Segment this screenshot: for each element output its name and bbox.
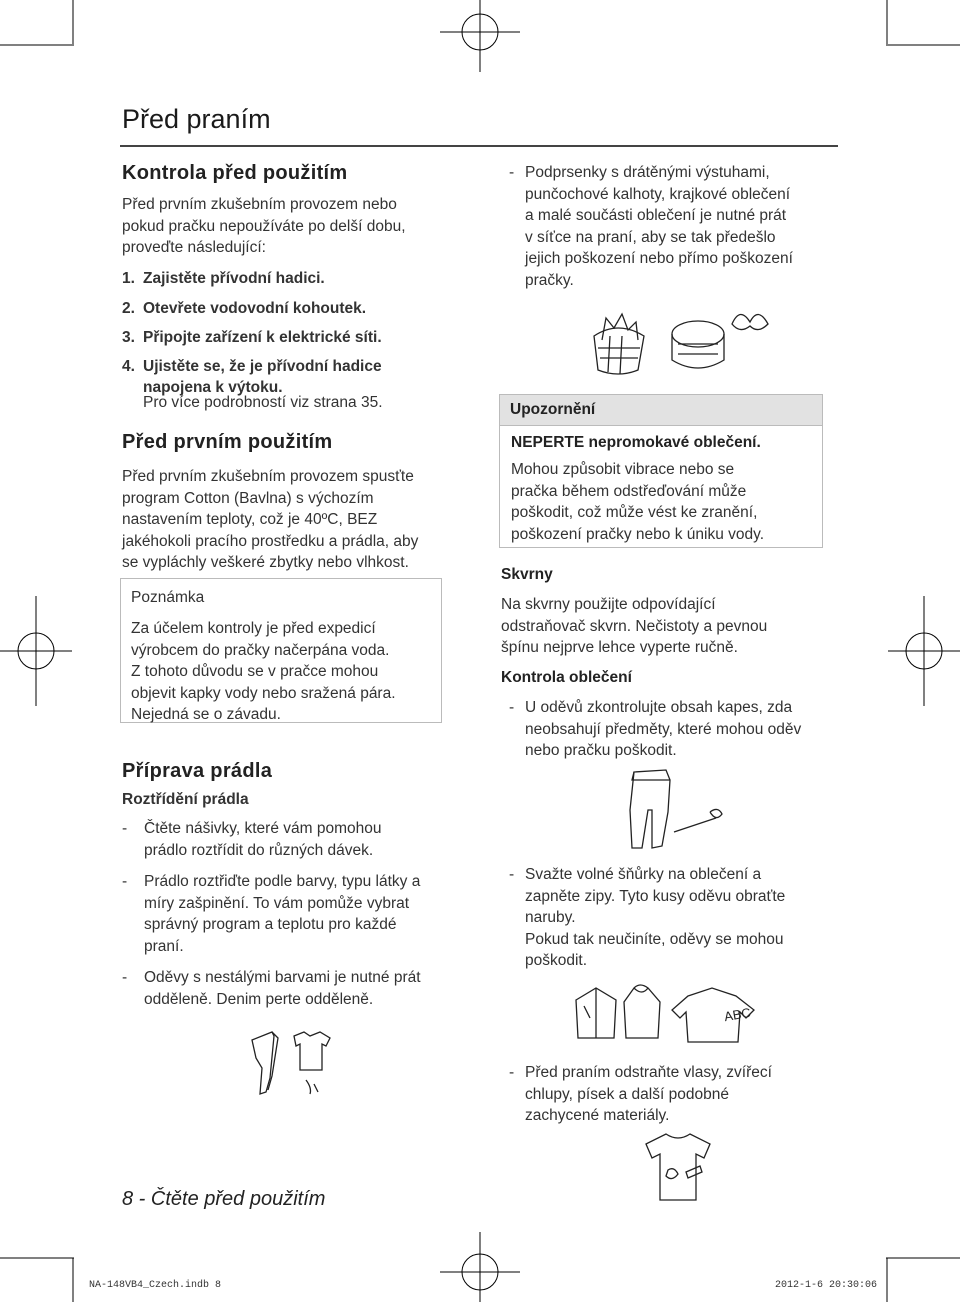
note-text: Za účelem kontroly je před expedicí výrobcem do pračky načerpána voda. Z tohoto důvodu se v pračce mohou objevit kapky vody nebo sražená pára. Nejedná se o závadu.: [131, 620, 396, 723]
caution-box: [499, 394, 823, 548]
list-item: - Čtěte nášivky, které vám pomohou prádlo roztřídit do různých dávek.: [122, 820, 382, 859]
stains-title: Skvrny: [501, 566, 553, 583]
stains-text: Na skvrny použijte odpovídající odstraňovač skvrn. Nečistoty a pevnou špínu nejprve lehce vyperte ručně.: [501, 596, 768, 656]
tshirt-lint-illustration: [636, 1130, 720, 1208]
section-heading-first-use: Před prvním použitím: [122, 431, 333, 453]
laundry-net-illustration: [588, 300, 778, 380]
page-number: 8 - Čtěte před použitím: [122, 1188, 326, 1210]
lint-item: - Před praním odstraňte vlasy, zvířecí chlupy, písek a další podobné zachycené materiály.: [509, 1064, 772, 1124]
more-info-text: Pro více podrobností viz strana 35.: [143, 394, 383, 411]
check-steps: [122, 268, 462, 399]
first-use-text: Před prvním zkušebním provozem spusťte program Cotton (Bavlna) s výchozím nastavením teploty, což je 40ºC, BEZ jakéhokoli pracího prostředku a prádla, aby se vypláchly veškeré zbytky nebo vlhkost.: [122, 468, 419, 571]
caution-warning: NEPERTE nepromokavé oblečení.: [511, 434, 761, 451]
step-item: 1. Zajistěte přívodní hadici.: [122, 270, 325, 287]
title-divider: [120, 145, 838, 147]
jeans-tshirt-illustration: [244, 1018, 344, 1098]
zips-item: - Svažte volné šňůrky na oblečení a zapněte zipy. Tyto kusy oděvu obraťte naruby. Pokud tak neučiníte, oděvy se mohou poškodit.: [509, 866, 786, 969]
trousers-screw-illustration: [612, 766, 732, 852]
sweater-print: ABC: [722, 1004, 752, 1025]
bras-item: - Podprsenky s drátěnými výstuhami, punčochové kalhoty, krajkové oblečení a malé součásti oblečení je nutné prát v síťce na praní, aby se tak předešlo jejich poškození nebo přímo poškození pračky.: [509, 164, 793, 289]
section-heading-check: Kontrola před použitím: [122, 162, 348, 184]
note-title: Poznámka: [131, 589, 205, 606]
caution-text: Mohou způsobit vibrace nebo se pračka během odstřeďování může poškodit, což může vést ke zranění, poškození pračky nebo k úniku vody.: [511, 461, 765, 543]
note-box: [120, 578, 442, 723]
sorting-subheading: Roztřídění prádla: [122, 791, 249, 808]
step-item: 2. Otevřete vodovodní kohoutek.: [122, 299, 367, 317]
footer-file: NA-148VB4_Czech.indb 8: [89, 1280, 222, 1291]
clothing-check-title: Kontrola oblečení: [501, 669, 632, 686]
caution-title: Upozornění: [500, 395, 822, 426]
section-heading-prep: Příprava prádla: [122, 760, 273, 782]
check-intro: Před prvním zkušebním provozem nebo pokud pračku nepoužíváte po delší dobu, proveďte následující:: [122, 196, 406, 256]
list-item: - Prádlo roztřiďte podle barvy, typu látky a míry zašpinění. To vám pomůže vybrat správný program a teplotu pro každé praní.: [122, 873, 421, 955]
footer-date: 2012-1-6 20:30:06: [775, 1280, 878, 1291]
step-item: 3. Připojte zařízení k elektrické síti.: [122, 329, 382, 346]
step-item: 4. Ujistěte se, že je přívodní hadice napojena k výtoku.: [122, 357, 382, 396]
list-item: - Oděvy s nestálými barvami je nutné prát odděleně. Denim perte odděleně.: [122, 969, 421, 1008]
sorting-list: [122, 818, 467, 1010]
pockets-item: - U oděvů zkontrolujte obsah kapes, zda neobsahují předměty, které mohou oděv nebo pračku poškodit.: [509, 699, 802, 759]
page-title: Před praním: [122, 104, 271, 134]
